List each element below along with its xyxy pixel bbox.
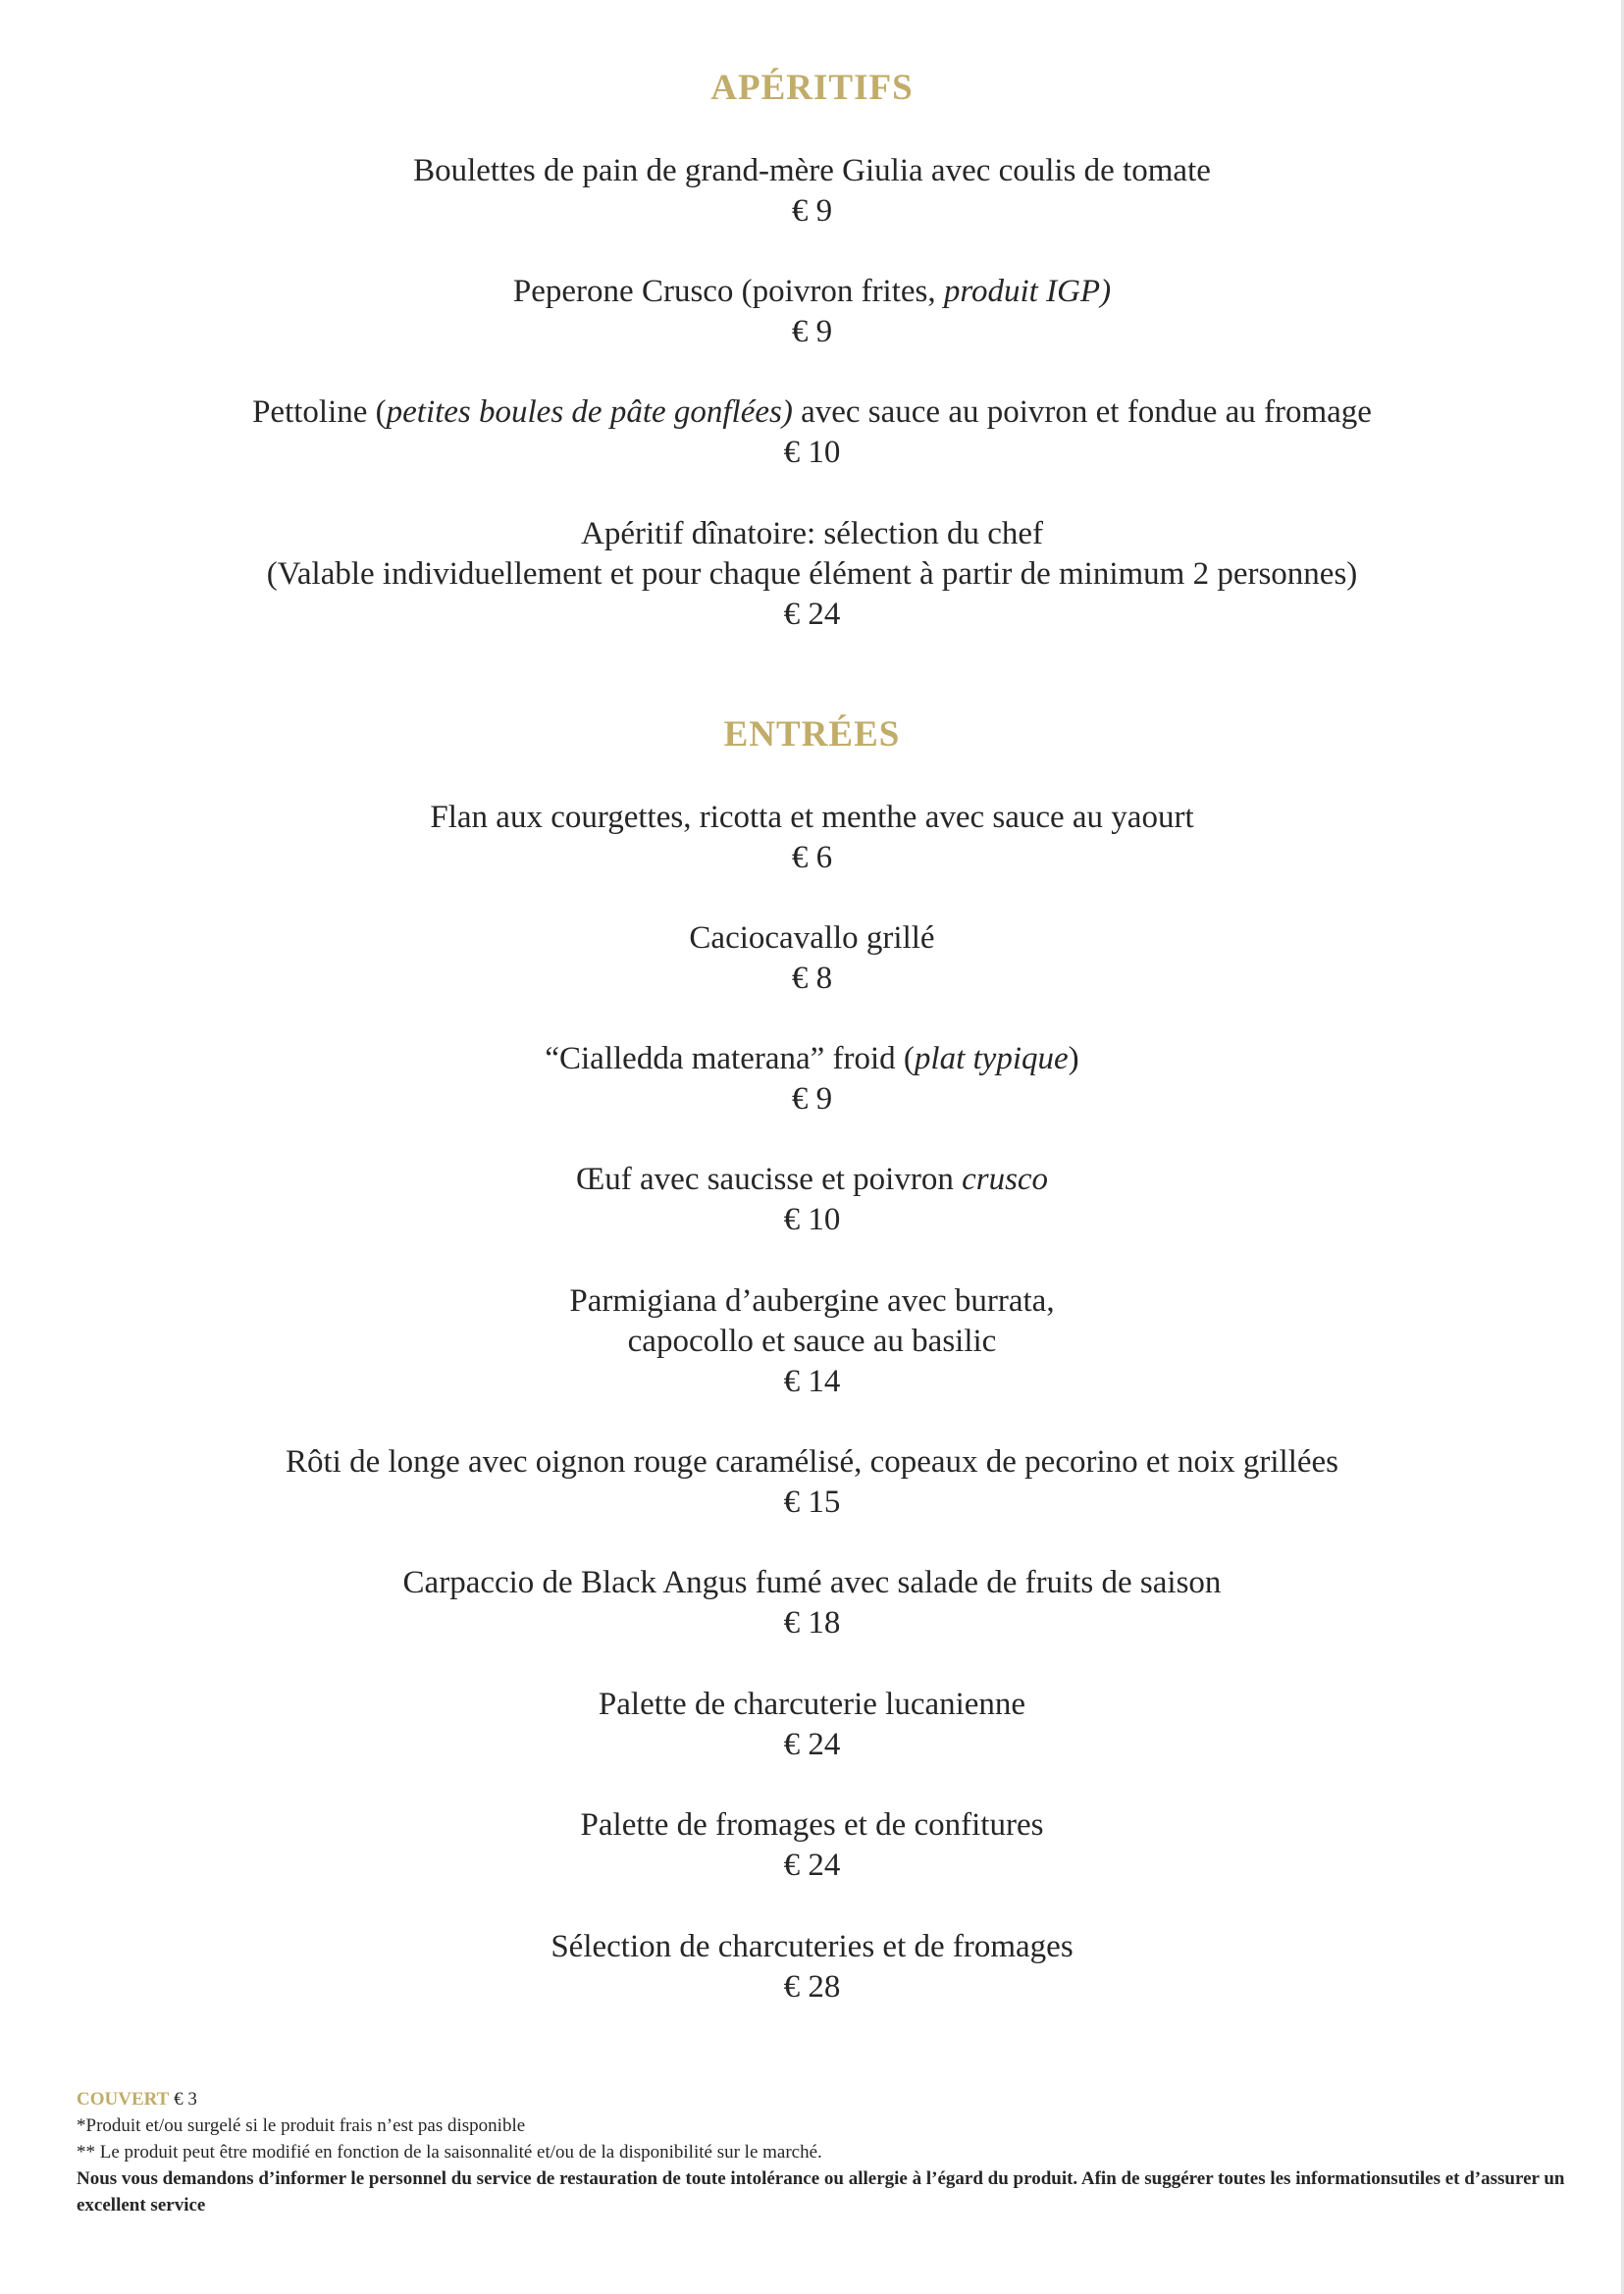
menu-footer <box>77 2086 1568 2218</box>
item-price: € 24 <box>783 1848 841 1883</box>
item-name: Flan aux courgettes, ricotta et menthe avec sauce au yaourt <box>430 800 1194 835</box>
item-name: Sélection de charcuteries et de fromages <box>550 1929 1074 1964</box>
section-title-entrees: ENTRÉES <box>723 714 901 755</box>
item-price: € 9 <box>791 1081 833 1117</box>
section-title-aperitifs: APÉRITIFS <box>710 68 914 108</box>
item-price: € 10 <box>783 1202 841 1237</box>
allergy-notice: Nous vous demandons d’informer le personnel du service de restauration de toute intolérance ou allergie à l’égard du produit. Afin de suggérer toutes les informationsutiles et d’assurer un excellent service <box>77 2168 1565 2216</box>
item-name: Palette de charcuterie lucanienne <box>598 1687 1026 1722</box>
item-name: Palette de fromages et de confitures <box>580 1807 1044 1843</box>
menu-item <box>0 1563 1624 1643</box>
couvert-label: COUVERT <box>77 2089 170 2110</box>
menu-item <box>0 514 1624 635</box>
menu-item <box>0 1160 1624 1240</box>
item-price: € 24 <box>783 597 841 632</box>
item-name: Œuf avec saucisse et poivron crusco <box>575 1162 1049 1197</box>
couvert-price: € 3 <box>174 2089 197 2110</box>
item-name: Pettoline (petites boules de pâte gonflées) avec sauce au poivron et fondue au fromage <box>252 394 1372 430</box>
item-name-cont: capocollo et sauce au basilic <box>627 1324 997 1359</box>
item-price: € 9 <box>791 314 833 349</box>
menu-item <box>0 272 1624 352</box>
item-price: € 15 <box>783 1485 841 1520</box>
footnote-frozen: *Produit et/ou surgelé si le produit frais n’est pas disponible <box>77 2115 526 2136</box>
menu-item <box>0 151 1624 232</box>
item-note: (Valable individuellement et pour chaque élément à partir de minimum 2 personnes) <box>266 556 1358 592</box>
item-name: “Cialledda materana” froid (plat typique) <box>545 1041 1079 1076</box>
menu-item <box>0 798 1624 878</box>
menu-item <box>0 1442 1624 1523</box>
menu-item <box>0 1281 1624 1402</box>
menu-item <box>0 1039 1624 1120</box>
couvert-row <box>77 2086 1568 2112</box>
item-name: Carpaccio de Black Angus fumé avec salade de fruits de saison <box>402 1565 1222 1600</box>
item-price: € 18 <box>783 1605 841 1641</box>
item-name: Apéritif dînatoire: sélection du chef <box>581 516 1043 551</box>
item-price: € 14 <box>783 1364 841 1399</box>
item-price: € 24 <box>783 1727 841 1762</box>
menu-item <box>0 1685 1624 1765</box>
menu-item <box>0 918 1624 999</box>
item-price: € 28 <box>783 1969 841 2005</box>
item-name: Caciocavallo grillé <box>689 920 935 956</box>
menu-item <box>0 1927 1624 2007</box>
item-name: Boulettes de pain de grand-mère Giulia avec coulis de tomate <box>413 153 1211 188</box>
footnote-seasonal: ** Le produit peut être modifié en fonction de la saisonnalité et/ou de la disponibilité sur le marché. <box>77 2142 822 2163</box>
item-name: Peperone Crusco (poivron frites, produit IGP) <box>512 274 1112 309</box>
item-price: € 10 <box>783 435 841 470</box>
item-name: Rôti de longe avec oignon rouge caramélisé, copeaux de pecorino et noix grillées <box>285 1444 1339 1480</box>
item-price: € 6 <box>791 840 833 875</box>
menu-item <box>0 392 1624 473</box>
item-price: € 9 <box>791 193 833 229</box>
menu-item <box>0 1805 1624 1886</box>
item-price: € 8 <box>791 961 833 996</box>
item-name: Parmigiana d’aubergine avec burrata, <box>569 1283 1055 1319</box>
